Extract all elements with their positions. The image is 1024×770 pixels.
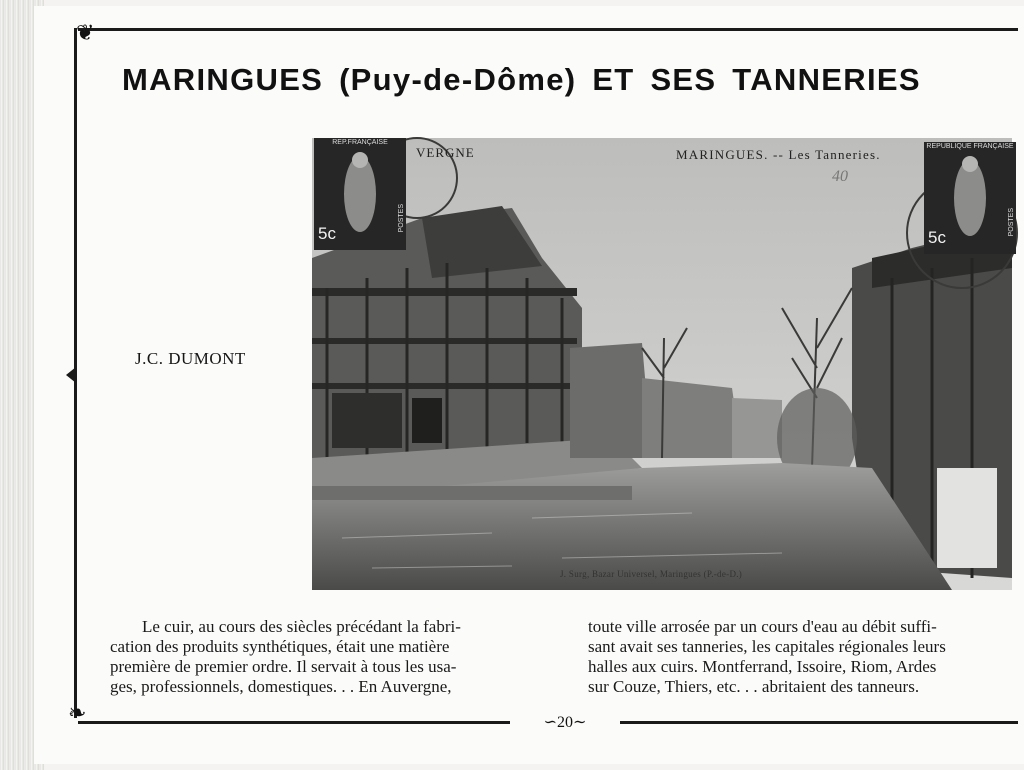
body-line: sur Couze, Thiers, etc. . . abritaient des tanneurs. [588,677,920,696]
stamp-top-text: REPUBLIQUE FRANÇAISE [926,143,1014,150]
page-title: MARINGUES (Puy-de-Dôme) ET SES TANNERIES [122,62,921,97]
page-ornament-icon: ∽ [543,714,557,731]
body-line: Le cuir, au cours des siècles précédant la fabri- [142,617,461,636]
body-line: halles aux cuirs. Montferrand, Issoire, Riom, Ardes [588,657,937,676]
corner-flourish-icon: ❧ [68,700,87,725]
author-name: J.C. DUMONT [135,349,246,368]
postcard-publisher-line: J. Surg, Bazar Universel, Maringues (P.-de-D.) [560,569,743,579]
postcard-photo [312,138,1015,590]
stamp-side-text: POSTES [1008,207,1015,236]
postage-stamp-left [314,138,406,250]
body-column-left [110,617,540,697]
stamp-value: 5c [318,224,336,243]
body-line: première de premier ordre. Il servait à tous les usa- [110,657,457,676]
page-number: 20 [557,714,573,731]
body-line: cation des produits synthétiques, était une matière [110,637,450,656]
page-ornament-icon: ∼ [573,714,587,731]
stamp-side-text: POSTES [398,203,405,232]
postcard-caption: MARINGUES. -- Les Tanneries. [676,147,881,162]
page-number-block [510,711,620,735]
body-line: toute ville arrosée par un cours d'eau au débit suffi- [588,617,937,636]
stamp-value: 5c [928,228,946,247]
pencil-annotation: 40 [832,168,848,185]
corner-flourish-icon: ❦ [76,20,95,45]
body-column-right [588,617,1018,697]
stamp-top-text: REP.FRANÇAISE [332,139,388,146]
postage-stamp-right [924,142,1016,254]
body-line: sant avait ses tanneries, les capitales régionales leurs [588,637,946,656]
postcard-postmark-text: VERGNE [416,145,475,160]
postcard-scene [312,138,1012,590]
frame-top-rule [78,28,1018,31]
body-line: ges, professionnels, domestiques. . . En Auvergne, [110,677,452,696]
